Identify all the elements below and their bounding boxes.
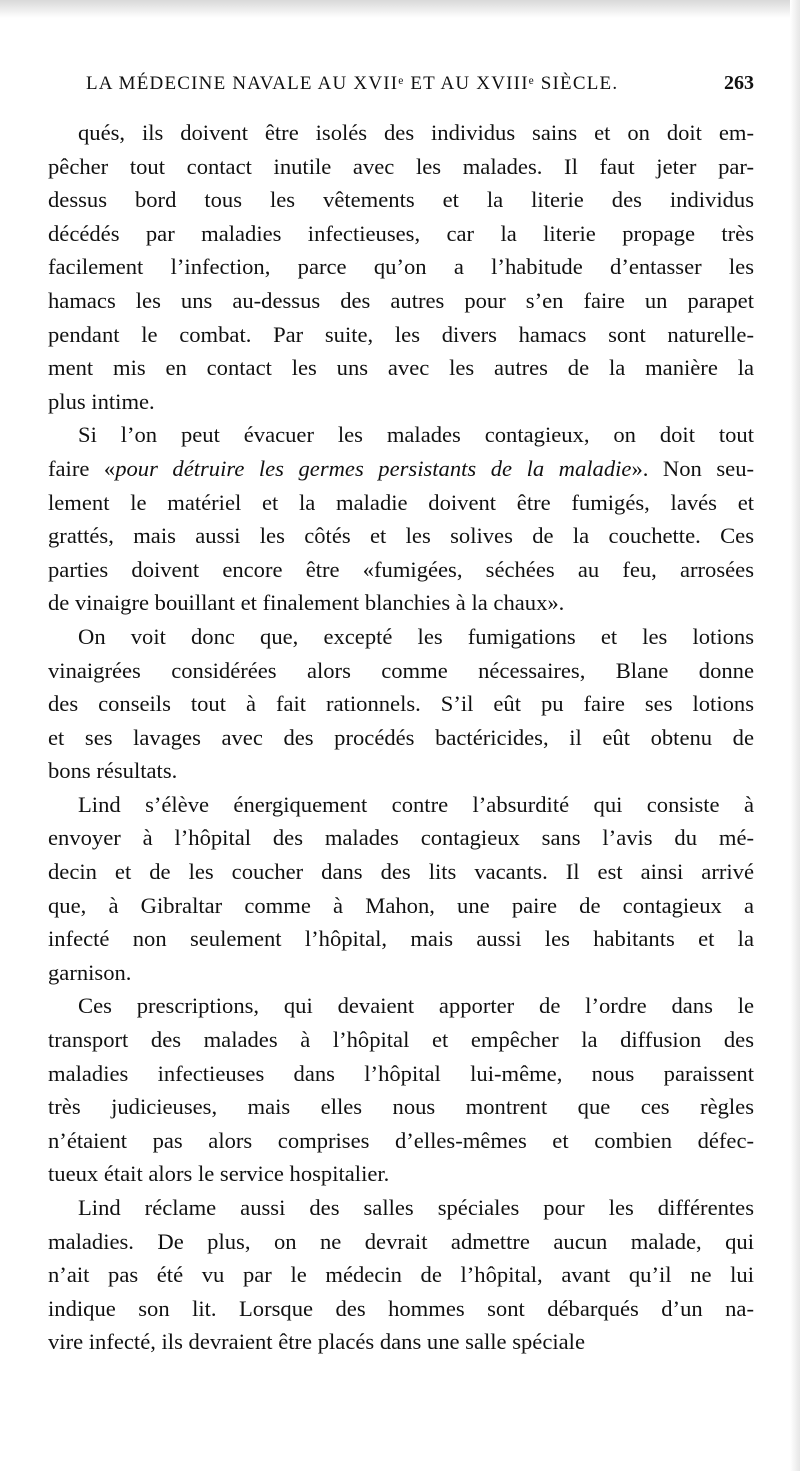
scan-edge-shadow bbox=[0, 0, 800, 18]
text-line: de vinaigre bouillant et finalement blanchies à la chaux». bbox=[48, 590, 565, 616]
page-number: 263 bbox=[724, 72, 754, 94]
text-line: dessus bord tous les vêtements et la literie des individus bbox=[48, 187, 754, 213]
text-line: que, à Gibraltar comme à Mahon, une paire de contagieux a bbox=[48, 892, 754, 918]
paragraph bbox=[48, 1191, 754, 1359]
text-line: des conseils tout à fait rationnels. S’il eût pu faire ses lotions bbox=[48, 691, 754, 717]
text-line: ment mis en contact les uns avec les autres de la manière la bbox=[48, 355, 754, 381]
running-head bbox=[48, 72, 754, 106]
text-line: décédés par maladies infectieuses, car la literie propage très bbox=[48, 220, 754, 246]
text-line: pêcher tout contact inutile avec les malades. Il faut jeter par- bbox=[48, 153, 754, 179]
paragraph bbox=[48, 989, 754, 1191]
text-line: hamacs les uns au-dessus des autres pour s’en faire un parapet bbox=[48, 287, 754, 313]
text-line: vinaigrées considérées alors comme nécessaires, Blane donne bbox=[48, 657, 754, 683]
text-line: vire infecté, ils devraient être placés dans une salle spéciale bbox=[48, 1329, 585, 1355]
text-line: garnison. bbox=[48, 959, 132, 985]
text-line: et ses lavages avec des procédés bactéricides, il eût obtenu de bbox=[48, 724, 754, 750]
text-line: transport des malades à l’hôpital et empêcher la diffusion des bbox=[48, 1027, 754, 1053]
running-title: LA MÉDECINE NAVALE AU XVIIᵉ ET AU XVIIIᵉ SIÈCLE. bbox=[86, 73, 619, 94]
text-line: envoyer à l’hôpital des malades contagieux sans l’avis du mé- bbox=[48, 825, 754, 851]
text-line: faire «pour détruire les germes persistants de la maladie». Non seu- bbox=[48, 455, 755, 481]
text-line: n’ait pas été vu par le médecin de l’hôpital, avant qu’il ne lui bbox=[48, 1262, 754, 1288]
text-line: lement le matériel et la maladie doivent être fumigés, lavés et bbox=[48, 489, 754, 515]
text-line: maladies infectieuses dans l’hôpital lui-même, nous paraissent bbox=[48, 1060, 754, 1086]
book-page bbox=[48, 72, 754, 1359]
text-line: indique son lit. Lorsque des hommes sont débarqués d’un na- bbox=[48, 1295, 754, 1321]
paragraph bbox=[48, 788, 754, 990]
text-line: Ces prescriptions, qui devaient apporter de l’ordre dans le bbox=[78, 993, 754, 1019]
text-line: bons résultats. bbox=[48, 758, 178, 784]
text-line: qués, ils doivent être isolés des individus sains et on doit em- bbox=[78, 120, 754, 145]
text-line: grattés, mais aussi les côtés et les solives de la couchette. Ces bbox=[48, 523, 754, 549]
text-line: plus intime. bbox=[48, 388, 155, 414]
scan-edge-right bbox=[790, 0, 800, 1471]
text-line: On voit donc que, excepté les fumigations et les lotions bbox=[78, 623, 754, 649]
text-line: maladies. De plus, on ne devrait admettre aucun malade, qui bbox=[48, 1228, 754, 1254]
text-line: facilement l’infection, parce qu’on a l’habitude d’entasser les bbox=[48, 254, 754, 280]
text-line: Lind s’élève énergiquement contre l’absurdité qui consiste à bbox=[78, 791, 754, 817]
text-line: parties doivent encore être «fumigées, séchées au feu, arrosées bbox=[48, 556, 754, 582]
text-line: n’étaient pas alors comprises d’elles-mêmes et combien défec- bbox=[48, 1127, 754, 1153]
text-line: pendant le combat. Par suite, les divers hamacs sont naturelle- bbox=[48, 321, 754, 347]
text-line: Si l’on peut évacuer les malades contagieux, on doit tout bbox=[78, 422, 754, 448]
text-line: decin et de les coucher dans des lits vacants. Il est ainsi arrivé bbox=[48, 859, 754, 885]
italic-quote: pour détruire les germes persistants de la maladie bbox=[115, 455, 632, 481]
body-text bbox=[48, 116, 754, 1359]
text-line: très judicieuses, mais elles nous montrent que ces règles bbox=[48, 1094, 754, 1120]
text-line: infecté non seulement l’hôpital, mais aussi les habitants et la bbox=[48, 926, 754, 952]
paragraph bbox=[48, 620, 754, 788]
text-line: Lind réclame aussi des salles spéciales pour les différentes bbox=[78, 1195, 754, 1220]
paragraph bbox=[48, 116, 754, 418]
paragraph bbox=[48, 418, 754, 620]
text-line: tueux était alors le service hospitalier. bbox=[48, 1161, 390, 1187]
